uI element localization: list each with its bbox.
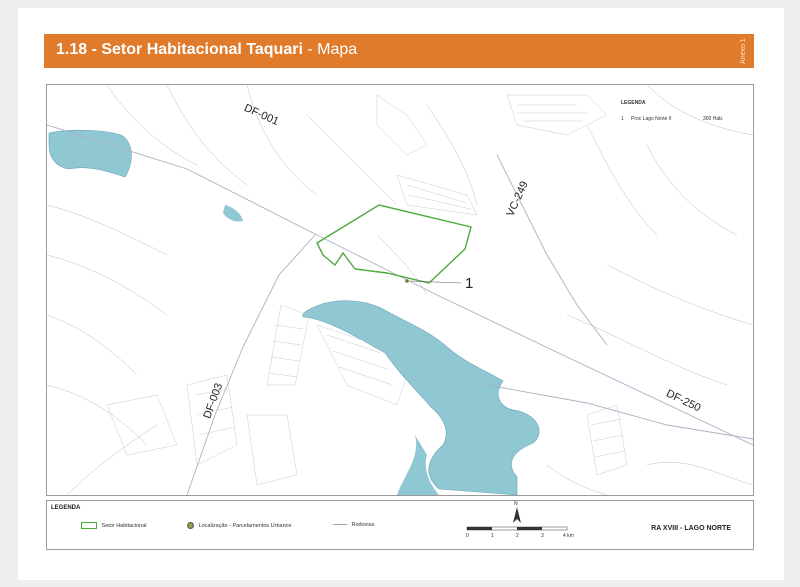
- legend-panel: [46, 500, 754, 550]
- scale-label-2: 2: [516, 533, 519, 539]
- road-df003: [187, 235, 315, 495]
- road-df001: [47, 125, 753, 445]
- legend-roads-label: Rodovias: [351, 522, 375, 528]
- legend-item-location: [187, 522, 291, 529]
- legend-item-sector: [81, 522, 146, 529]
- road-label-vc249: VC-249: [504, 179, 531, 219]
- map-marker-number: 1: [465, 275, 474, 292]
- legend-sector-label: Setor Habitacional: [101, 522, 147, 529]
- inset-legend-number: 1: [621, 116, 624, 122]
- scale-label-1: 1: [491, 533, 494, 539]
- inset-legend-count: 300 Hab.: [703, 116, 724, 122]
- annex-tab: Anexo 1: [740, 38, 747, 64]
- location-dot: [405, 279, 409, 283]
- road-label-df250: DF-250: [664, 387, 703, 415]
- title-subtitle: - Mapa: [307, 41, 358, 58]
- header-bar: [44, 34, 754, 68]
- legend-item-roads: [333, 522, 374, 528]
- inset-legend-name: Proc Lago Norte II: [631, 116, 672, 122]
- road-line-icon: [333, 524, 347, 525]
- sector-boundary: [317, 205, 471, 283]
- title-main: 1.18 - Setor Habitacional Taquari: [56, 41, 303, 58]
- map-frame: [46, 84, 754, 496]
- marker-leader: [410, 281, 461, 283]
- road-label-df003: DF-003: [201, 381, 226, 421]
- scale-bar: [467, 527, 567, 530]
- sector-swatch-icon: [81, 522, 97, 529]
- legend-title: LEGENDA: [51, 505, 81, 511]
- road-vc249: [497, 155, 607, 345]
- scale-label-0: 0: [466, 533, 469, 539]
- location-dot-icon: [187, 522, 194, 529]
- north-label: N: [514, 501, 518, 507]
- north-arrow-icon: [513, 507, 521, 523]
- road-label-df001: DF-001: [242, 102, 281, 128]
- scale-label-4: 4 km: [563, 533, 574, 539]
- lake-northwest: [49, 130, 131, 177]
- region-label: RA XVIII - LAGO NORTE: [651, 525, 731, 532]
- small-pond: [223, 205, 243, 222]
- scale-label-3: 3: [541, 533, 544, 539]
- inset-legend-title: LEGENDA: [621, 100, 646, 106]
- page-title: [56, 41, 357, 59]
- legend-location-label: Localização - Parcelamentos Urbanos: [198, 522, 292, 529]
- map-canvas: [47, 85, 753, 495]
